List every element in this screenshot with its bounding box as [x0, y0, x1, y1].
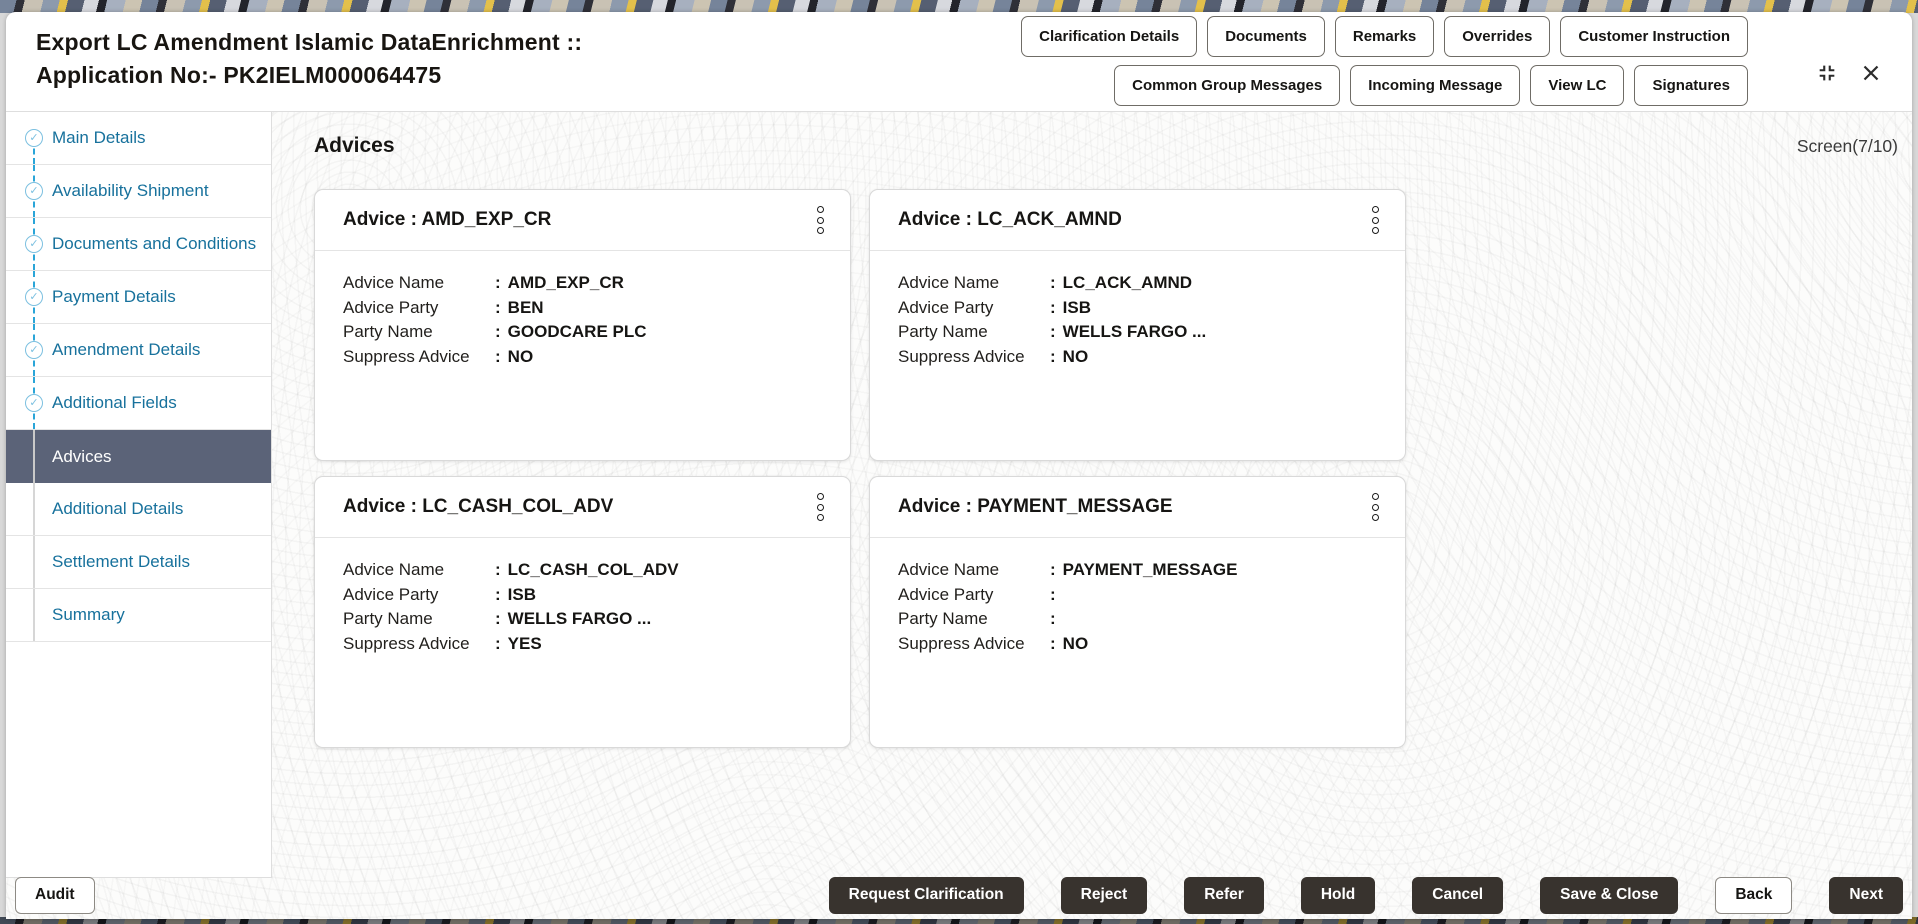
advice-cards-grid — [314, 189, 1912, 748]
field-row — [898, 320, 1377, 345]
field-separator: : — [1050, 609, 1056, 628]
card-header — [315, 190, 850, 251]
header-button-rows — [1021, 12, 1748, 106]
card-title: Advice : PAYMENT_MESSAGE — [898, 496, 1173, 517]
field-row — [898, 583, 1377, 608]
field-value: LC_CASH_COL_ADV — [507, 560, 679, 579]
sidebar-item-advices[interactable] — [6, 430, 271, 483]
documents-button[interactable]: Documents — [1207, 16, 1325, 57]
sidebar-stepper — [6, 112, 272, 878]
field-row — [343, 296, 822, 321]
advice-card-amd-exp-cr — [314, 189, 851, 461]
field-separator: : — [1050, 297, 1056, 317]
field-value: NO — [1062, 633, 1089, 653]
close-icon[interactable] — [1858, 60, 1884, 86]
card-body — [870, 538, 1405, 676]
signatures-button[interactable]: Signatures — [1634, 65, 1748, 106]
common-group-messages-button[interactable]: Common Group Messages — [1114, 65, 1340, 106]
field-label: Suppress Advice — [898, 346, 1025, 366]
sidebar-item-label: Advices — [52, 446, 112, 466]
overrides-button[interactable]: Overrides — [1444, 16, 1550, 57]
field-label: Party Name — [898, 322, 988, 341]
sidebar-item-label: Availability Shipment — [52, 181, 209, 200]
titlebar — [6, 12, 1912, 112]
clarification-details-button[interactable]: Clarification Details — [1021, 16, 1197, 57]
field-separator: : — [495, 584, 501, 604]
field-separator: : — [1050, 273, 1056, 292]
cancel-button[interactable]: Cancel — [1412, 877, 1503, 914]
sidebar-item-main-details[interactable] — [6, 112, 271, 165]
sidebar-item-additional-details[interactable] — [6, 483, 271, 536]
next-button[interactable]: Next — [1829, 877, 1903, 914]
page-title-line1: Export LC Amendment Islamic DataEnrichment :: — [36, 29, 583, 55]
sidebar-item-label: Payment Details — [52, 287, 176, 306]
request-clarification-button[interactable]: Request Clarification — [829, 877, 1024, 914]
sidebar-item-label: Additional Details — [52, 499, 184, 518]
field-value: WELLS FARGO ... — [507, 609, 652, 628]
field-value: NO — [507, 346, 534, 366]
card-title: Advice : LC_CASH_COL_ADV — [343, 496, 614, 517]
step-pending-dot-icon — [25, 553, 27, 571]
field-row — [898, 345, 1377, 370]
advice-card-lc-cash-col-adv — [314, 476, 851, 748]
field-row — [343, 632, 822, 657]
field-row — [898, 271, 1377, 296]
customer-instruction-button[interactable]: Customer Instruction — [1560, 16, 1748, 57]
field-separator: : — [1050, 584, 1056, 604]
field-label: Advice Name — [898, 560, 1000, 579]
card-header — [315, 477, 850, 538]
section-heading: Advices — [314, 134, 395, 157]
field-value: PAYMENT_MESSAGE — [1062, 560, 1238, 579]
sidebar-item-settlement-details[interactable] — [6, 536, 271, 589]
field-value: NO — [1062, 346, 1089, 366]
sidebar-item-availability-shipment[interactable] — [6, 165, 271, 218]
sidebar-item-label: Summary — [52, 605, 125, 624]
field-separator: : — [1050, 322, 1056, 341]
page-title-line2: Application No:- PK2IELM000064475 — [36, 62, 442, 88]
incoming-message-button[interactable]: Incoming Message — [1350, 65, 1520, 106]
field-separator: : — [495, 297, 501, 317]
field-value: YES — [507, 633, 542, 653]
step-completed-check-icon: ✓ — [25, 182, 43, 200]
field-value: GOODCARE PLC — [507, 322, 647, 341]
field-separator: : — [1050, 633, 1056, 653]
field-row — [898, 607, 1377, 632]
screen-indicator: Screen(7/10) — [1796, 136, 1898, 156]
field-label: Party Name — [898, 609, 988, 628]
content-header — [314, 134, 1912, 172]
view-lc-button[interactable]: View LC — [1530, 65, 1624, 106]
card-header — [870, 190, 1405, 251]
field-separator: : — [495, 633, 501, 653]
field-row — [343, 607, 822, 632]
sidebar-item-label: Documents and Conditions — [52, 234, 257, 253]
field-row — [343, 271, 822, 296]
sidebar-item-amendment-details[interactable] — [6, 324, 271, 377]
footer-actions-group — [829, 877, 1903, 914]
field-separator: : — [495, 273, 501, 292]
sidebar-item-label: Main Details — [52, 128, 146, 147]
sidebar-item-documents-and-conditions[interactable] — [6, 218, 271, 271]
step-completed-check-icon: ✓ — [25, 394, 43, 412]
field-label: Party Name — [343, 322, 433, 341]
field-value: BEN — [507, 297, 544, 317]
refer-button[interactable]: Refer — [1184, 877, 1264, 914]
sidebar-item-label: Amendment Details — [52, 340, 201, 359]
field-label: Advice Party — [343, 584, 439, 604]
field-label: Advice Name — [343, 273, 445, 292]
field-row — [343, 558, 822, 583]
field-label: Advice Party — [898, 297, 994, 317]
step-pending-dot-icon — [25, 500, 27, 518]
field-label: Advice Name — [343, 560, 445, 579]
hold-button[interactable]: Hold — [1301, 877, 1375, 914]
field-label: Advice Name — [898, 273, 1000, 292]
step-active-dot-icon — [25, 448, 27, 466]
card-body — [315, 538, 850, 676]
sidebar-item-payment-details[interactable] — [6, 271, 271, 324]
sidebar-item-label: Settlement Details — [52, 552, 190, 571]
save-close-button[interactable]: Save & Close — [1540, 877, 1678, 914]
sidebar-item-summary[interactable] — [6, 589, 271, 642]
card-title: Advice : AMD_EXP_CR — [343, 209, 552, 230]
field-row — [898, 558, 1377, 583]
field-separator: : — [495, 609, 501, 628]
field-value: WELLS FARGO ... — [1062, 322, 1207, 341]
field-label: Suppress Advice — [343, 346, 470, 366]
step-completed-check-icon: ✓ — [25, 288, 43, 306]
sidebar-item-additional-fields[interactable] — [6, 377, 271, 430]
field-separator: : — [1050, 346, 1056, 366]
field-row — [343, 583, 822, 608]
reject-button[interactable]: Reject — [1061, 877, 1148, 914]
page-title — [6, 12, 1021, 92]
kebab-menu-icon[interactable] — [813, 202, 828, 238]
field-label: Advice Party — [898, 584, 994, 604]
field-row — [898, 296, 1377, 321]
field-value: ISB — [507, 584, 537, 604]
field-label: Suppress Advice — [898, 633, 1025, 653]
header-button-row-2 — [1114, 65, 1748, 106]
body-area — [6, 112, 1912, 919]
remarks-button[interactable]: Remarks — [1335, 16, 1434, 57]
sidebar-item-label: Additional Fields — [52, 393, 177, 412]
field-row — [343, 345, 822, 370]
header-button-row-1 — [1021, 16, 1748, 57]
window-controls — [1814, 12, 1912, 86]
field-value: ISB — [1062, 297, 1092, 317]
footer-action-bar — [6, 876, 1912, 914]
collapse-icon[interactable] — [1814, 60, 1840, 86]
card-body — [315, 251, 850, 389]
field-separator: : — [1050, 560, 1056, 579]
advice-card-lc-ack-amnd — [869, 189, 1406, 461]
field-row — [898, 632, 1377, 657]
step-completed-check-icon: ✓ — [25, 341, 43, 359]
advice-card-payment-message — [869, 476, 1406, 748]
step-completed-check-icon: ✓ — [25, 129, 43, 147]
kebab-menu-icon[interactable] — [1368, 202, 1383, 238]
field-separator: : — [495, 346, 501, 366]
field-row — [343, 320, 822, 345]
field-label: Advice Party — [343, 297, 439, 317]
field-label: Party Name — [343, 609, 433, 628]
field-value: AMD_EXP_CR — [507, 273, 624, 292]
content-area — [272, 112, 1912, 919]
back-button[interactable]: Back — [1715, 877, 1792, 914]
step-completed-check-icon: ✓ — [25, 235, 43, 253]
audit-button[interactable]: Audit — [15, 877, 95, 914]
field-label: Suppress Advice — [343, 633, 470, 653]
step-pending-dot-icon — [25, 606, 27, 624]
field-separator: : — [495, 560, 501, 579]
card-header — [870, 477, 1405, 538]
field-separator: : — [495, 322, 501, 341]
card-body — [870, 251, 1405, 389]
card-title: Advice : LC_ACK_AMND — [898, 209, 1122, 230]
kebab-menu-icon[interactable] — [1368, 489, 1383, 525]
kebab-menu-icon[interactable] — [813, 489, 828, 525]
field-value: LC_ACK_AMND — [1062, 273, 1193, 292]
application-window — [6, 12, 1912, 919]
